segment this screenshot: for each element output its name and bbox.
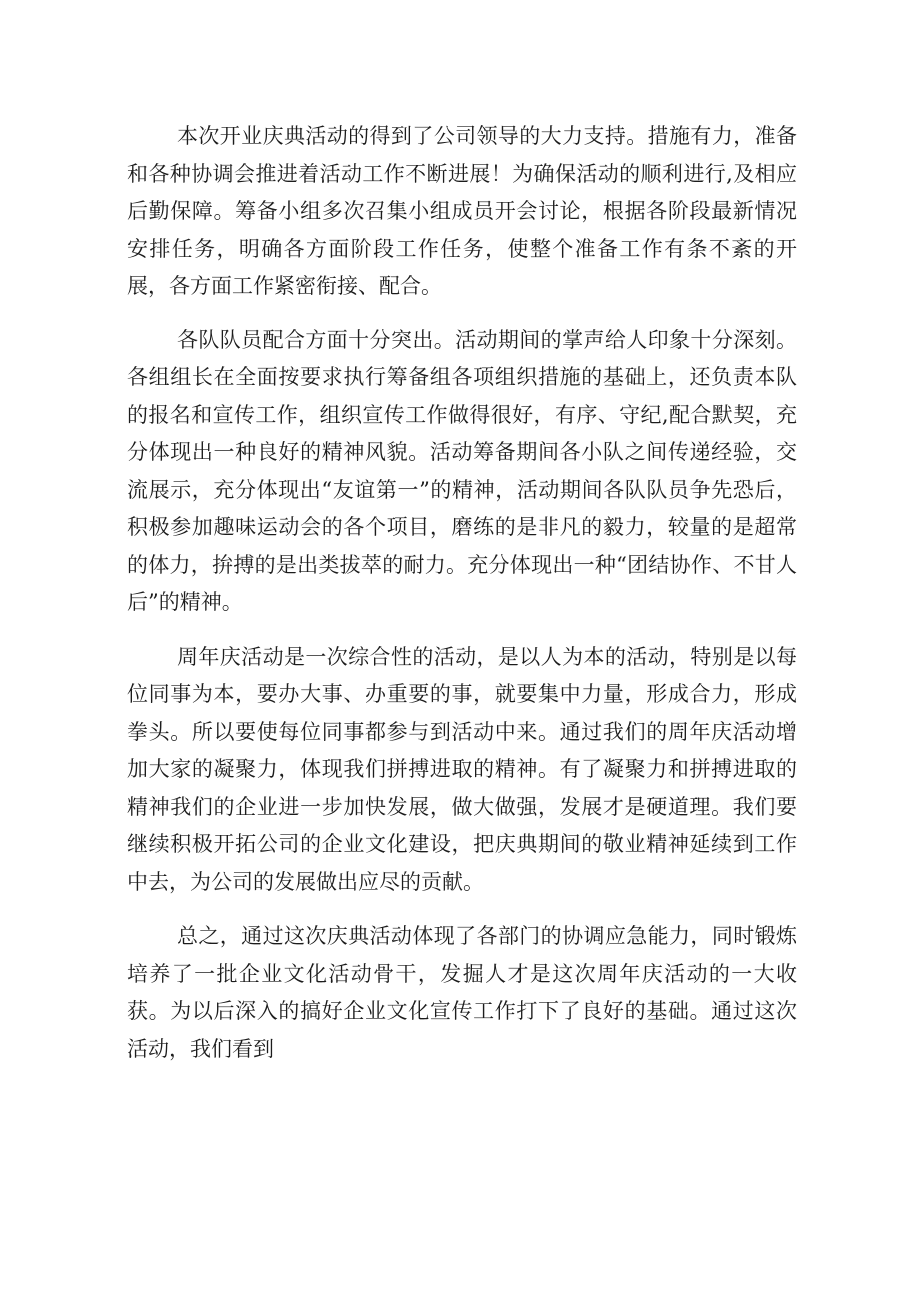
paragraph-1: 本次开业庆典活动的得到了公司领导的大力支持。措施有力，准备和各种协调会推进着活动工作不断进展！为确保活动的顺利进行,及相应后勤保障。筹备小组多次召集小组成员开会讨论，根据各阶段最新情况安排任务，明确各方面阶段工作任务，使整个准备工作有条不紊的开展，各方面工作紧密衔接、配合。 — [127, 124, 797, 298]
paragraph-3: 周年庆活动是一次综合性的活动，是以人为本的活动，特别是以每位同事为本，要办大事、办重要的事，就要集中力量，形成合力，形成拳头。所以要使每位同事都参与到活动中来。通过我们的周年庆活动增加大家的凝聚力，体现我们拼搏进取的精神。有了凝聚力和拼搏进取的精神我们的企业进一步加快发展，做大做强，发展才是硬道理。我们要继续积极开拓公司的企业文化建设，把庆典期间的敬业精神延续到工作中去，为公司的发展做出应尽的贡献。 — [127, 644, 797, 894]
paragraph-4: 总之，通过这次庆典活动体现了各部门的协调应急能力，同时锻炼培养了一批企业文化活动骨干，发掘人才是这次周年庆活动的一大收获。为以后深入的搞好企业文化宣传工作打下了良好的基础。通过这次活动，我们看到 — [127, 924, 797, 1061]
document-body — [127, 118, 797, 1068]
paragraph-2: 各队队员配合方面十分突出。活动期间的掌声给人印象十分深刻。各组组长在全面按要求执行筹备组各项组织措施的基础上，还负责本队的报名和宣传工作，组织宣传工作做得很好，有序、守纪,配合默契，充分体现出一种良好的精神风貌。活动筹备期间各小队之间传递经验，交流展示，充分体现出“友谊第一”的精神，活动期间各队队员争先恐后，积极参加趣味运动会的各个项目，磨练的是非凡的毅力，较量的是超常的体力，拚搏的是出类拔萃的耐力。充分体现出一种“团结协作、不甘人后”的精神。 — [127, 327, 797, 614]
